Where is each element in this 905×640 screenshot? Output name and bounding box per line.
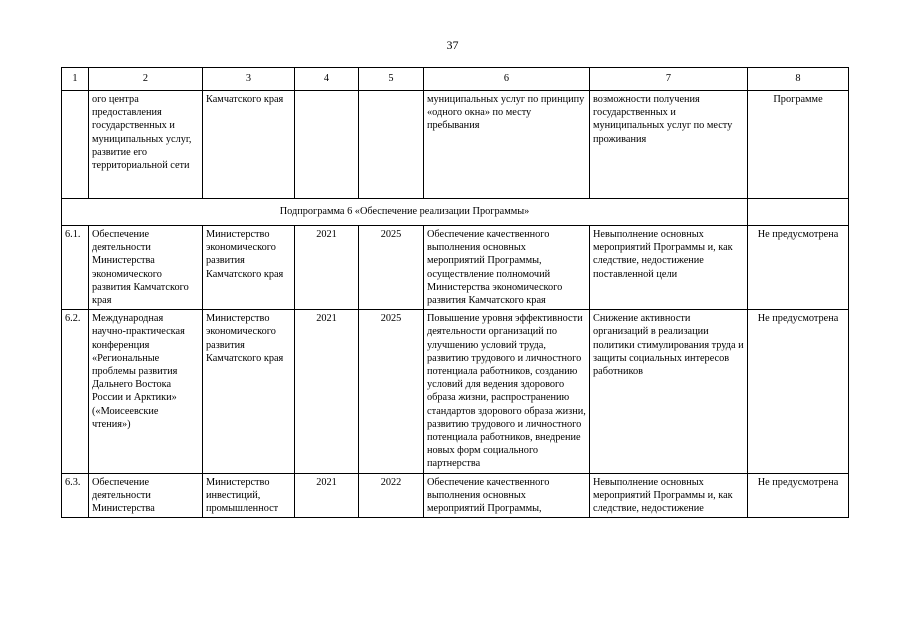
- row-name: Обеспечение деятельности Министерства экономического развития Камчатского края: [89, 226, 203, 310]
- header-row: [62, 68, 849, 91]
- row-link: Не предусмотрена: [748, 310, 849, 473]
- table-row: [62, 226, 849, 310]
- continuation-row: [62, 91, 849, 199]
- table-row: [62, 473, 849, 518]
- cont-executor-cell: Камчатского края: [203, 91, 295, 199]
- table-row: [62, 310, 849, 473]
- cont-consequence-cell: возможности получения государственных и муниципальных услуг по месту проживания: [590, 91, 748, 199]
- row-executor: Министерство экономического развития Камчатского края: [203, 226, 295, 310]
- row-result: Повышение уровня эффективности деятельности организаций по улучшению условий труда, развитию трудового и личностного потенциала работников, созданию условий для ведения здорового образа жизни, распространению стандартов здорового образа жизни, развитию трудового и личностного потенциала работников, внедрение новых форм социального партнерства: [424, 310, 590, 473]
- header-col-1: 1: [62, 68, 89, 91]
- header-col-6: 6: [424, 68, 590, 91]
- row-start-year: 2021: [295, 226, 359, 310]
- cont-name-cell: ого центра предоставления государственных и муниципальных услуг, развитие его территориальной сети: [89, 91, 203, 199]
- row-executor: Министерство инвестиций, промышленност: [203, 473, 295, 518]
- row-end-year: 2022: [359, 473, 424, 518]
- row-end-year: 2025: [359, 226, 424, 310]
- row-start-year: 2021: [295, 473, 359, 518]
- cont-start-cell: [295, 91, 359, 199]
- row-result: Обеспечение качественного выполнения основных мероприятий Программы,: [424, 473, 590, 518]
- row-executor: Министерство экономического развития Камчатского края: [203, 310, 295, 473]
- program-activities-table: [61, 67, 849, 518]
- cont-end-cell: [359, 91, 424, 199]
- row-number: 6.3.: [62, 473, 89, 518]
- row-name: Международная научно-практическая конференция «Региональные проблемы развития Дальнего Востока России и Арктики» («Моисеевские чтения»): [89, 310, 203, 473]
- header-col-4: 4: [295, 68, 359, 91]
- row-link: Не предусмотрена: [748, 473, 849, 518]
- subprogram-title: Подпрограмма 6 «Обеспечение реализации Программы»: [62, 199, 748, 226]
- subprogram-row: [62, 199, 849, 226]
- row-consequence: Невыполнение основных мероприятий Программы и, как следствие, недостижение поставленной цели: [590, 226, 748, 310]
- row-consequence: Снижение активности организаций в реализации политики стимулирования труда и защиты социальных интересов работников: [590, 310, 748, 473]
- cont-link-cell: Программе: [748, 91, 849, 199]
- page-number: 37: [446, 38, 459, 52]
- row-link: Не предусмотрена: [748, 226, 849, 310]
- header-col-2: 2: [89, 68, 203, 91]
- header-col-3: 3: [203, 68, 295, 91]
- subprogram-empty-cell: [748, 199, 849, 226]
- header-col-5: 5: [359, 68, 424, 91]
- row-end-year: 2025: [359, 310, 424, 473]
- row-number: 6.1.: [62, 226, 89, 310]
- row-name: Обеспечение деятельности Министерства: [89, 473, 203, 518]
- row-consequence: Невыполнение основных мероприятий Программы и, как следствие, недостижение: [590, 473, 748, 518]
- cont-result-cell: муниципальных услуг по принципу «одного окна» по месту пребывания: [424, 91, 590, 199]
- row-start-year: 2021: [295, 310, 359, 473]
- cont-num-cell: [62, 91, 89, 199]
- header-col-7: 7: [590, 68, 748, 91]
- row-number: 6.2.: [62, 310, 89, 473]
- header-col-8: 8: [748, 68, 849, 91]
- row-result: Обеспечение качественного выполнения основных мероприятий Программы, осуществление полномочий Министерства экономического развития Камчатского края: [424, 226, 590, 310]
